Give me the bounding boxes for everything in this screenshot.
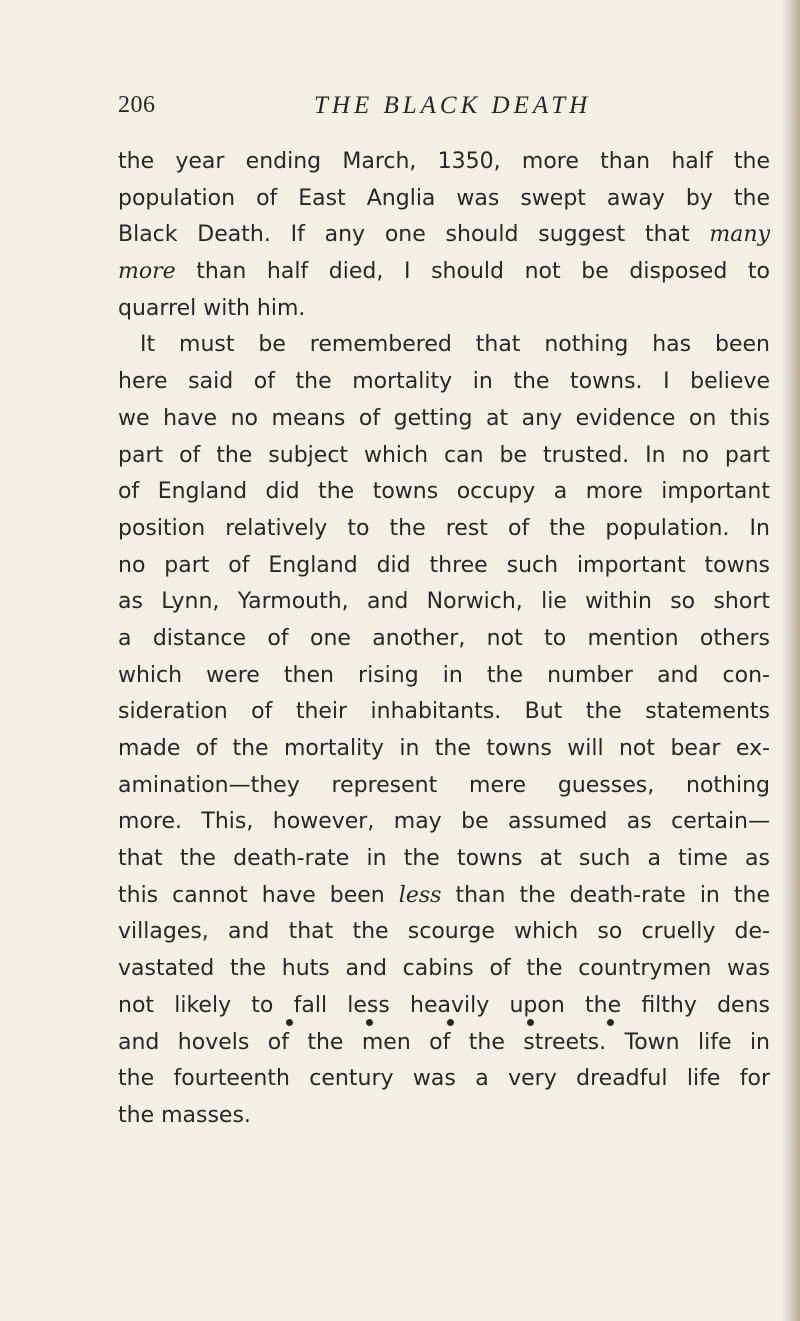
dot-icon [286, 1019, 293, 1026]
text-line: Black Death. If any one should suggest that many [118, 222, 770, 248]
text-line: as Lynn, Yarmouth, and Norwich, lie within so short [118, 589, 770, 615]
text-line: quarrel with him. [118, 295, 306, 321]
text-line: vastated the huts and cabins of the countrymen was [118, 956, 770, 982]
text-line: sideration of their inhabitants. But the statements [118, 699, 770, 725]
text-line: the year ending March, 1350, more than half the [118, 149, 770, 174]
body-text [118, 144, 770, 1135]
emphasis: many [709, 222, 770, 248]
text-line: no part of England did three such important towns [118, 552, 770, 578]
text-line: part of the subject which can be trusted. In no part [118, 442, 770, 468]
dot-icon [366, 1019, 373, 1026]
text-line: made of the mortality in the towns will not bear ex- [118, 736, 770, 761]
page-number: 206 [118, 92, 156, 118]
section-break-ornament [286, 1014, 614, 1030]
text-line: not likely to fall less heavily upon the filthy dens [118, 992, 770, 1018]
text-line: the masses. [118, 1102, 251, 1128]
text-line: the fourteenth century was a very dreadful life for [118, 1066, 770, 1092]
text-line: position relatively to the rest of the population. In [118, 515, 770, 541]
text-line: and hovels of the men of the streets. Town life in [118, 1029, 770, 1055]
page-edge-shadow [782, 0, 800, 1321]
dot-icon [447, 1019, 454, 1026]
text-line: here said of the mortality in the towns. I believe [118, 369, 770, 395]
text-line: more. This, however, may be assumed as certain— [118, 809, 770, 835]
text-line: a distance of one another, not to mention others [118, 625, 770, 651]
text-line: this cannot have been less than the death-rate in the [118, 882, 771, 908]
running-head: THE BLACK DEATH [314, 92, 592, 119]
text-line: It must be remembered that nothing has been [140, 332, 770, 358]
text-line: more than half died, I should not be disposed to [118, 259, 770, 285]
page-header [118, 92, 738, 126]
dot-icon [527, 1019, 534, 1026]
text-line: that the death-rate in the towns at such a time as [118, 846, 770, 872]
text-line: population of East Anglia was swept away by the [118, 185, 770, 211]
text-line: of England did the towns occupy a more important [118, 479, 770, 505]
emphasis: more [118, 259, 176, 285]
dot-icon [607, 1019, 614, 1026]
text-line: amination—they represent mere guesses, nothing [118, 772, 770, 798]
text-line: which were then rising in the number and con- [118, 662, 770, 688]
text-line: we have no means of getting at any evidence on this [118, 405, 770, 431]
emphasis: less [398, 882, 442, 908]
text-line: villages, and that the scourge which so cruelly de- [118, 919, 770, 945]
